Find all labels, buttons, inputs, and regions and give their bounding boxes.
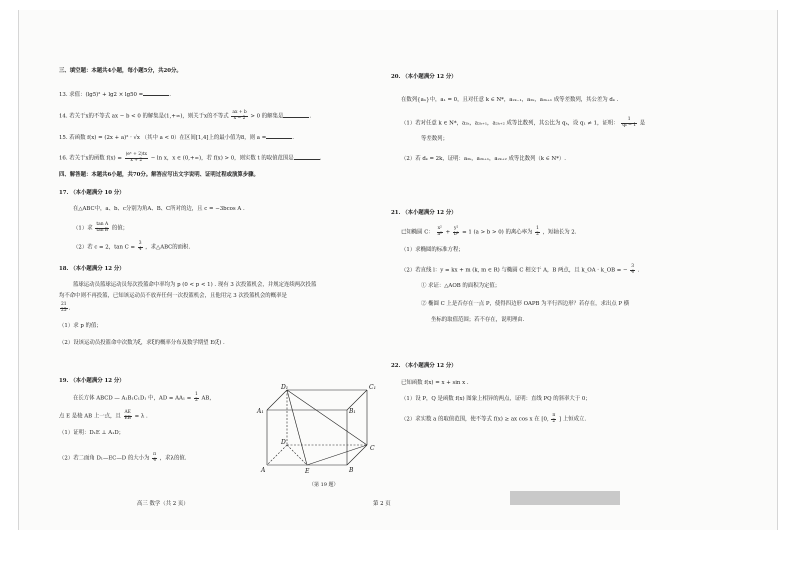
question-21-part-1: （1）求椭圆的标准方程； (401, 247, 464, 253)
answer-blank (143, 90, 169, 96)
question-17-part-2: （2）若 c = 2，tan C = $\frac{3}{4}$ ，求△ABC的面积. (73, 241, 191, 252)
edge (347, 445, 367, 465)
question-22-title: 22. （本小题满分 12 分） (391, 363, 457, 369)
edge (347, 390, 367, 410)
fraction: $\frac{\pi}{4}$ (153, 452, 157, 463)
question-22-stem: 已知函数 f(x) = x + sin x . (401, 380, 469, 386)
question-17-part-1: （1）求 $\frac{\text{tan A}}{\text{tan B}}$ 的值； (73, 222, 129, 233)
fraction: $\frac{\text{tan A}}{\text{tan B}}$ (96, 222, 109, 233)
question-19-line-1: 在长方体 ABCD — A₁B₁C₁D₁ 中，AD = AA₁ = $\frac{1}{2}$ AB， (73, 392, 215, 403)
question-20-part-1-cont: 等差数列； (421, 136, 448, 142)
question-21-part-2-i: ① 求证：△AOB 的面积为定值； (421, 283, 501, 289)
fraction: $\frac{\text{x²}}{\text{a²}}$ (437, 226, 442, 237)
label-d: D (281, 439, 286, 446)
label-c1: C₁ (369, 384, 376, 391)
fraction: $\frac{AE}{EB}$ (124, 410, 131, 421)
question-21-part-2-ii-cont: 坐标的取值范围；若不存在，说明理由. (431, 317, 525, 323)
question-13: 13. 求值：(lg5)² + lg2 × lg50 = . (59, 92, 171, 98)
footer-page-number: 第 2 页 (373, 501, 391, 507)
segment-ec (307, 445, 367, 465)
fraction: $\frac{\pi}{2}$ (552, 413, 556, 424)
redaction-bar (510, 491, 620, 505)
hidden-edge (267, 445, 287, 465)
question-17-stem: 在△ABC中，a、b、c分别为角A、B、C所对的边，且 c = −3bcos A . (73, 206, 245, 212)
fraction: $\frac{1}{2}$ (536, 226, 539, 237)
cuboid-figure (249, 382, 384, 492)
question-21-stem: 已知椭圆 C： $\frac{\text{x²}}{\text{a²}}$ + $\frac{\text{y²}}{\text{b²}}$ = 1 (a > b > 0) 的离心率为 $\frac{1}{2}$ ，短轴长为 2. (401, 226, 577, 237)
segment-d1c (287, 390, 367, 445)
question-19-part-2: （2）若二面角 D₁—EC—D 的大小为 $\frac{\pi}{4}$ ，求λ的值. (59, 452, 187, 463)
question-19-part-1: （1）证明：D₁E ⊥ A₁D； (59, 430, 125, 436)
question-20-part-2: （2）若 dₖ = 2k，证明：a₂ₖ，a₂ₖ₊₁，a₂ₖ₊₂ 成等比数列（k ∈ N*）. (401, 156, 567, 162)
fraction: $\frac{\text{y²}}{\text{b²}}$ (453, 226, 459, 237)
hidden-edge (287, 445, 307, 465)
label-e: E (305, 468, 310, 475)
fraction: $\frac{ax + b}{x - 2}$ (232, 110, 247, 121)
question-20-stem: 在数列{aₙ}中，a₁ = 0，且对任意 k ∈ N*，a₂ₖ₋₁，a₂ₖ，a₂ₖ₊₁ 成等差数列，其公差为 dₖ . (401, 97, 619, 103)
question-18-line-1: 篮球运动员篮球运动员每次投篮命中率均为 p (0 < p < 1) . 现有 3 次投篮机会，并规定连续两次投篮 (73, 282, 317, 288)
figure-caption: （第 19 题） (309, 482, 339, 488)
fraction: $\frac{1}{\text{qₖ − 1}}$ (622, 117, 636, 128)
question-21-part-2: （2）若直线 l：y = kx + m (k, m ∈ R) 与椭圆 C 相交于 A，B 两点，且 k_OA · k_OB = − $\frac{3}{4}$ . (401, 264, 640, 275)
fraction: $\frac{3}{4}$ (631, 264, 635, 275)
question-18-part-1: （1）求 p 的值； (59, 323, 102, 329)
answer-blank (283, 112, 309, 118)
section-4-heading: 四、解答题：本题共6小题，共70分。解答应写出文字说明、证明过程或演算步骤。 (59, 172, 259, 178)
question-16: 16. 若关于x的函数 f(x) = $\frac{\text{(eˣ + 2)tx}}{x + 2}$ − ln x，x ∈ (0,+∞)，若 f(x) > 0，则实数 t 的取值范围是 . (59, 152, 322, 163)
question-18-probability: $\frac{21}{25}$ . (61, 302, 71, 313)
section-3-heading: 三、填空题：本题共4小题，每小题5分，共20分。 (59, 68, 182, 74)
question-15: 15. 若函数 f(x) = (2x + a)² · √x （其中 a < 0）在区间[1,4]上的最小值为8，则 a = . (59, 135, 294, 141)
fraction: $\frac{3}{4}$ (138, 241, 142, 252)
question-22-part-2: （2）求实数 a 的取值范围，使不等式 f(x) ≥ ax cos x 在 [0, $\frac{\pi}{2}$ ] 上恒成立. (401, 413, 587, 424)
question-20-title: 20. （本小题满分 12 分） (391, 74, 457, 80)
question-22-part-1: （1）设 P，Q 是函数 f(x) 图象上相异的两点，证明：直线 PQ 的斜率大于 0； (401, 396, 591, 402)
label-d1: D₁ (281, 384, 289, 391)
fraction: $\frac{1}{2}$ (195, 392, 198, 403)
question-17-title: 17. （本小题满分 10 分） (59, 190, 125, 196)
answer-blank (294, 154, 320, 160)
question-21-title: 21. （本小题满分 12 分） (391, 210, 457, 216)
question-14: 14. 若关于x的不等式 ax − b < 0 的解集是(1,+∞)，则关于x的不等式 $\frac{ax + b}{x - 2}$ > 0 的解集是 . (59, 110, 312, 121)
label-b: B (349, 467, 354, 474)
question-18-part-2: （2）设该运动员投篮命中次数为ξ，求ξ的概率分布及数学期望 E(ξ) . (59, 340, 225, 346)
fraction: $\frac{21}{25}$ (61, 302, 67, 313)
edge (267, 390, 287, 410)
label-a1: A₁ (257, 408, 264, 415)
segment-d1e (287, 390, 307, 465)
question-19-line-2: 点 E 是棱 AB 上一点，且 $\frac{AE}{EB}$ = λ . (59, 410, 148, 421)
question-21-part-2-ii: ② 椭圆 C 上是否存在一点 P，使得四边形 OAPB 为平行四边形？若存在，求出点 P 横 (421, 301, 630, 307)
label-c: C (370, 445, 375, 452)
question-18-line-2: 均不命中则不再投篮，已知该运动员不放弃任何一次投篮机会，且他用完 3 次投篮机会的概率是 (59, 293, 287, 299)
question-19-title: 19. （本小题满分 12 分） (59, 378, 125, 384)
exam-sheet (18, 10, 778, 530)
question-18-title: 18. （本小题满分 12 分） (59, 266, 125, 272)
question-20-part-1: （1）若对任意 k ∈ N*，a₂ₖ，a₂ₖ₊₁，a₂ₖ₊₂ 成等比数列，其公比为 qₖ，设 q₁ ≠ 1，证明： $\frac{1}{\text{qₖ − 1}}$ 是 (401, 117, 646, 128)
label-a: A (261, 467, 266, 474)
label-b1: B₁ (349, 408, 356, 415)
fraction: $\frac{\text{(eˣ + 2)tx}}{x + 2}$ (125, 152, 147, 163)
answer-blank (266, 133, 292, 139)
footer-left: 高三 数学（共 2 页） (137, 501, 189, 507)
